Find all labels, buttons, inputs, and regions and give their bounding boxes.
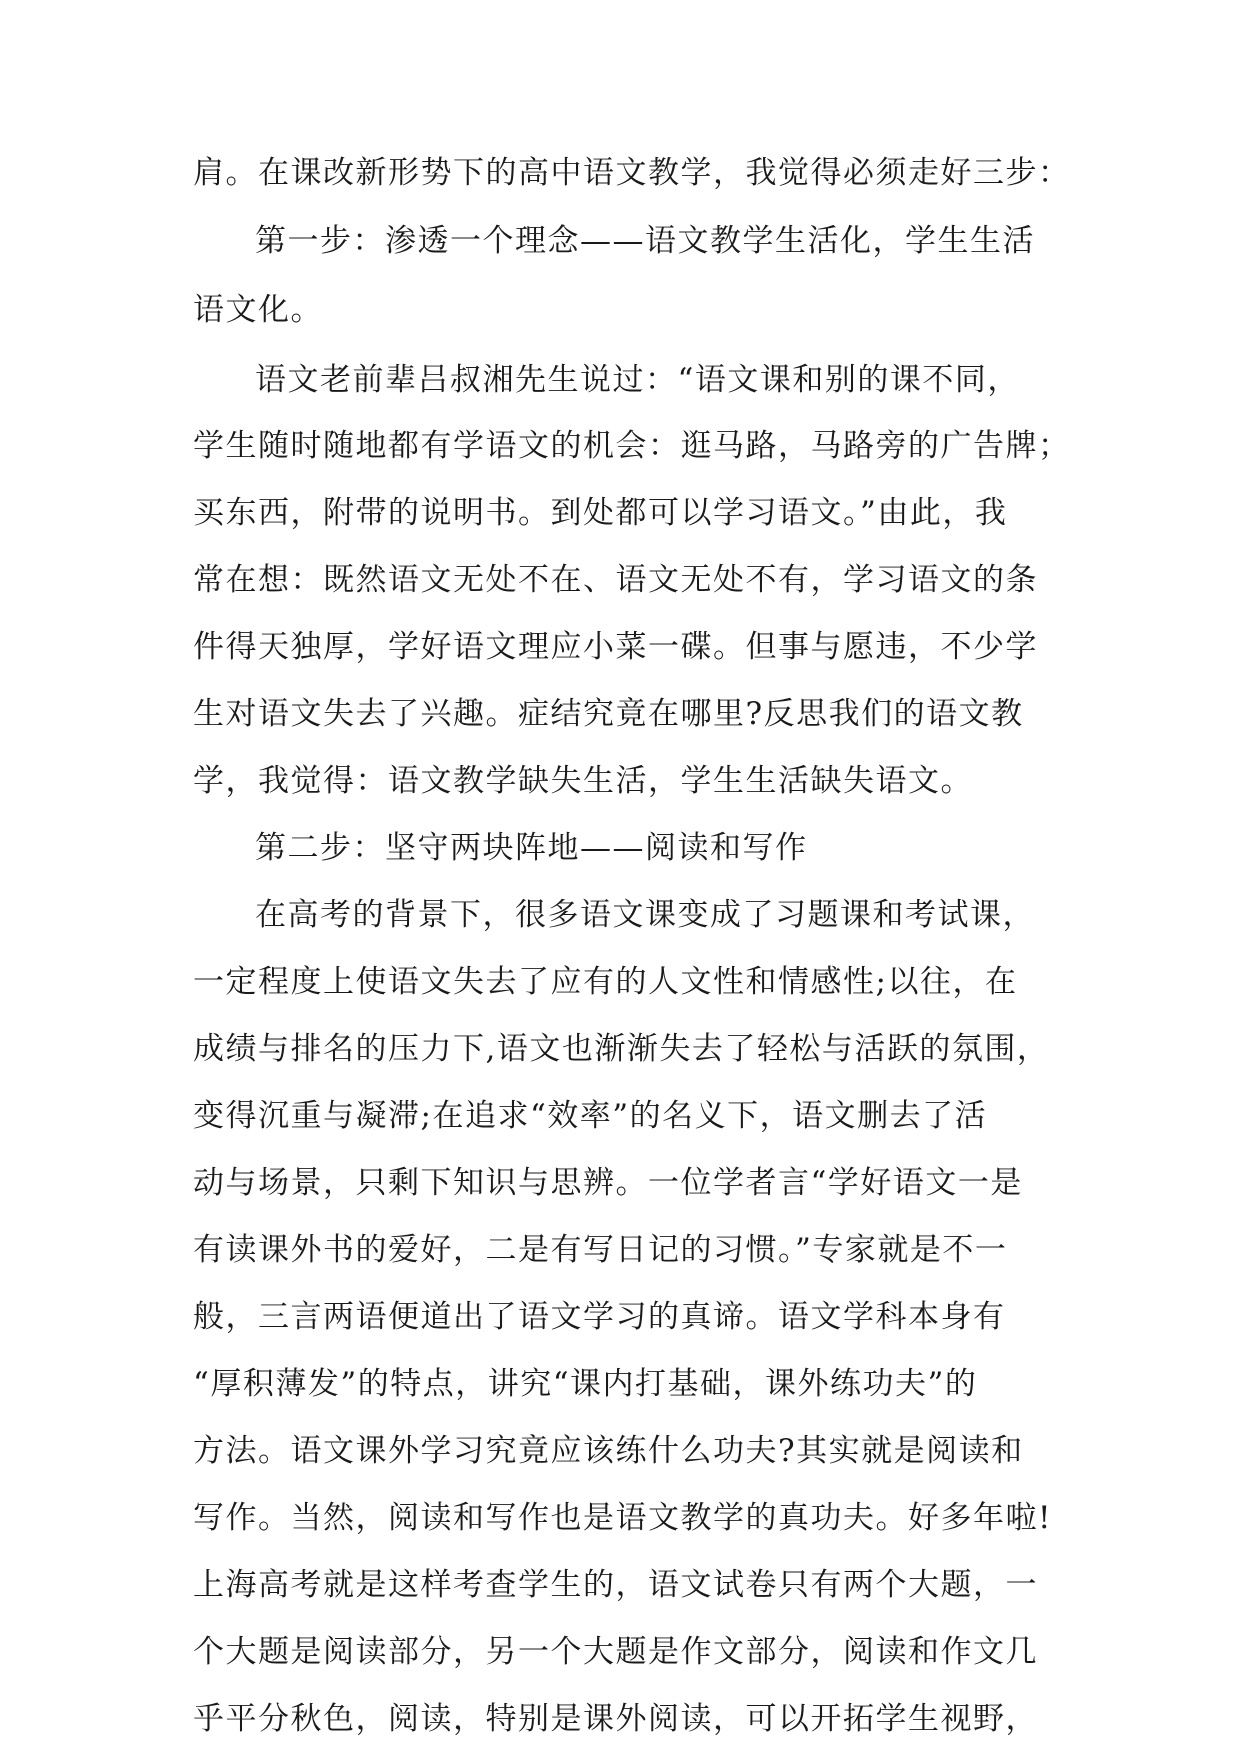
text-line: 乎平分秋色，阅读，特别是课外阅读，可以开拓学生视野， — [193, 1701, 1038, 1737]
text-line: 方法。语文课外学习究竟应该练什么功夫?其实就是阅读和 — [193, 1433, 1024, 1469]
text-line: 常在想：既然语文无处不在、语文无处不有，学习语文的条 — [193, 562, 1038, 598]
text-line: 语文化。 — [193, 292, 323, 328]
text-line: 肩。在课改新形势下的高中语文教学，我觉得必须走好三步： — [193, 155, 1071, 191]
text-line: 成绩与排名的压力下,语文也渐渐失去了轻松与活跃的氛围， — [193, 1031, 1050, 1067]
paragraph-start: 语文老前辈吕叔湘先生说过：“语文课和别的课不同， — [255, 362, 1020, 398]
text-line: 学，我觉得：语文教学缺失生活，学生生活缺失语文。 — [193, 763, 973, 799]
section-heading-step-one: 第一步：渗透一个理念——语文教学生活化，学生生活 — [255, 223, 1035, 259]
text-line: “厚积薄发”的特点，讲究“课内打基础，课外练功夫”的 — [193, 1366, 978, 1402]
text-line: 动与场景，只剩下知识与思辨。一位学者言“学好语文一是 — [193, 1165, 1023, 1201]
text-line: 一定程度上使语文失去了应有的人文性和情感性;以往，在 — [193, 964, 1018, 1000]
text-line: 般，三言两语便道出了语文学习的真谛。语文学科本身有 — [193, 1299, 1006, 1335]
text-line: 件得天独厚，学好语文理应小菜一碟。但事与愿违，不少学 — [193, 629, 1038, 665]
section-heading-step-two: 第二步：坚守两块阵地——阅读和写作 — [255, 830, 808, 866]
text-line: 买东西，附带的说明书。到处都可以学习语文。”由此，我 — [193, 495, 1008, 531]
text-line: 变得沉重与凝滞;在追求“效率”的名义下，语文删去了活 — [193, 1098, 988, 1134]
text-line: 有读课外书的爱好，二是有写日记的习惯。”专家就是不一 — [193, 1232, 1008, 1268]
text-line: 写作。当然，阅读和写作也是语文教学的真功夫。好多年啦! — [193, 1500, 1052, 1536]
text-line: 个大题是阅读部分，另一个大题是作文部分，阅读和作文几 — [193, 1634, 1038, 1670]
text-line: 学生随时随地都有学语文的机会：逛马路，马路旁的广告牌； — [193, 428, 1071, 464]
text-line: 上海高考就是这样考查学生的，语文试卷只有两个大题，一 — [193, 1567, 1038, 1603]
text-line: 生对语文失去了兴趣。症结究竟在哪里?反思我们的语文教 — [193, 696, 1024, 732]
paragraph-start: 在高考的背景下，很多语文课变成了习题课和考试课， — [255, 897, 1035, 933]
